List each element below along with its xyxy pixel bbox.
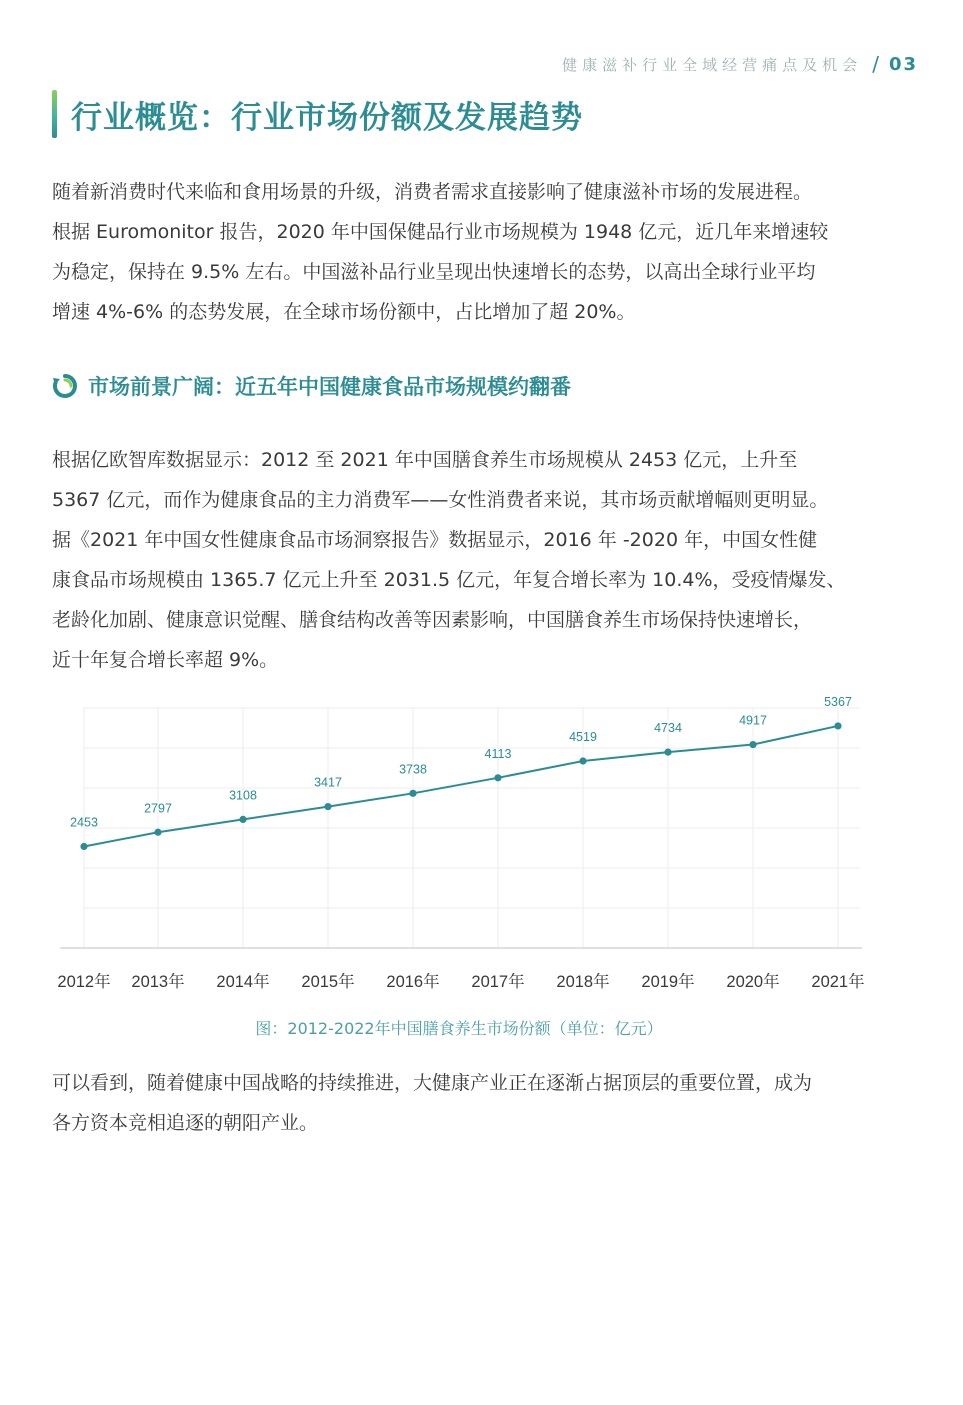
x-tick-label: 2013年 xyxy=(131,973,185,991)
data-point xyxy=(324,803,331,810)
data-point xyxy=(239,816,246,823)
data-label: 3108 xyxy=(229,788,257,803)
x-tick-label: 2017年 xyxy=(471,973,525,991)
x-tick-label: 2021年 xyxy=(811,973,865,991)
x-tick-label: 2018年 xyxy=(556,973,610,991)
conclusion-line: 可以看到，随着健康中国战略的持续推进，大健康产业正在逐渐占据顶层的重要位置，成为 xyxy=(52,1072,813,1094)
data-point xyxy=(409,790,416,797)
data-label: 4113 xyxy=(484,746,512,761)
data-label: 3738 xyxy=(399,762,427,777)
data-point xyxy=(579,757,586,764)
data-label: 5367 xyxy=(824,694,852,709)
detail-line: 5367 亿元，而作为健康食品的主力消费军——女性消费者来说，其市场贡献增幅则更明显。 xyxy=(52,489,829,511)
data-point xyxy=(749,741,756,748)
detail-line: 据《2021 年中国女性健康食品市场洞察报告》数据显示，2016 年 -2020 年，中国女性健 xyxy=(52,529,818,551)
x-tick-label: 2012年 xyxy=(57,973,111,991)
market-size-line-chart xyxy=(40,690,920,1000)
title-block xyxy=(52,90,583,138)
page-title: 行业概览：行业市场份额及发展趋势 xyxy=(71,99,583,136)
detail-line: 老龄化加剧、健康意识觉醒、膳食结构改善等因素影响，中国膳食养生市场保持快速增长， xyxy=(52,609,813,631)
subtitle-block xyxy=(52,371,571,401)
header-text: 健康滋补行业全域经营痛点及机会 xyxy=(562,55,863,74)
data-point xyxy=(834,722,841,729)
x-tick-label: 2019年 xyxy=(641,973,695,991)
intro-paragraph xyxy=(52,172,912,332)
intro-line: 为稳定，保持在 9.5% 左右。中国滋补品行业呈现出快速增长的态势，以高出全球行业平均 xyxy=(52,261,816,283)
page-number: 03 xyxy=(888,53,918,75)
title-accent-bar xyxy=(52,90,57,138)
header-divider: / xyxy=(872,52,879,76)
data-point xyxy=(664,749,671,756)
chart-caption: 图：2012-2022年中国膳食养生市场份额（单位：亿元） xyxy=(255,1019,663,1038)
refresh-arrow-icon xyxy=(52,373,78,399)
data-label: 4734 xyxy=(654,721,682,736)
x-tick-label: 2016年 xyxy=(386,973,440,991)
detail-line: 近十年复合增长率超 9%。 xyxy=(52,649,279,671)
intro-line: 随着新消费时代来临和食用场景的升级，消费者需求直接影响了健康滋补市场的发展进程。 xyxy=(52,181,813,203)
data-label: 4519 xyxy=(569,730,597,745)
conclusion-paragraph xyxy=(52,1063,912,1143)
x-tick-label: 2015年 xyxy=(301,973,355,991)
intro-line: 增速 4%-6% 的态势发展，在全球市场份额中，占比增加了超 20%。 xyxy=(52,301,636,323)
intro-line: 根据 Euromonitor 报告，2020 年中国保健品行业市场规模为 1948 亿元，近几年来增速较 xyxy=(52,221,829,243)
x-tick-label: 2020年 xyxy=(726,973,780,991)
data-label: 2797 xyxy=(144,801,172,816)
x-tick-label: 2014年 xyxy=(216,973,270,991)
data-label: 3417 xyxy=(314,775,342,790)
section-subtitle: 市场前景广阔：近五年中国健康食品市场规模约翻番 xyxy=(88,375,571,399)
page-header xyxy=(562,52,918,76)
detail-paragraph xyxy=(52,440,912,680)
data-label: 4917 xyxy=(739,713,767,728)
data-point xyxy=(80,843,87,850)
data-point xyxy=(154,829,161,836)
conclusion-line: 各方资本竞相追逐的朝阳产业。 xyxy=(52,1112,319,1134)
data-label: 2453 xyxy=(70,815,98,830)
detail-line: 康食品市场规模由 1365.7 亿元上升至 2031.5 亿元，年复合增长率为 10.4%，受疫情爆发、 xyxy=(52,569,846,591)
detail-line: 根据亿欧智库数据显示：2012 至 2021 年中国膳食养生市场规模从 2453 亿元，上升至 xyxy=(52,449,798,471)
data-point xyxy=(494,774,501,781)
